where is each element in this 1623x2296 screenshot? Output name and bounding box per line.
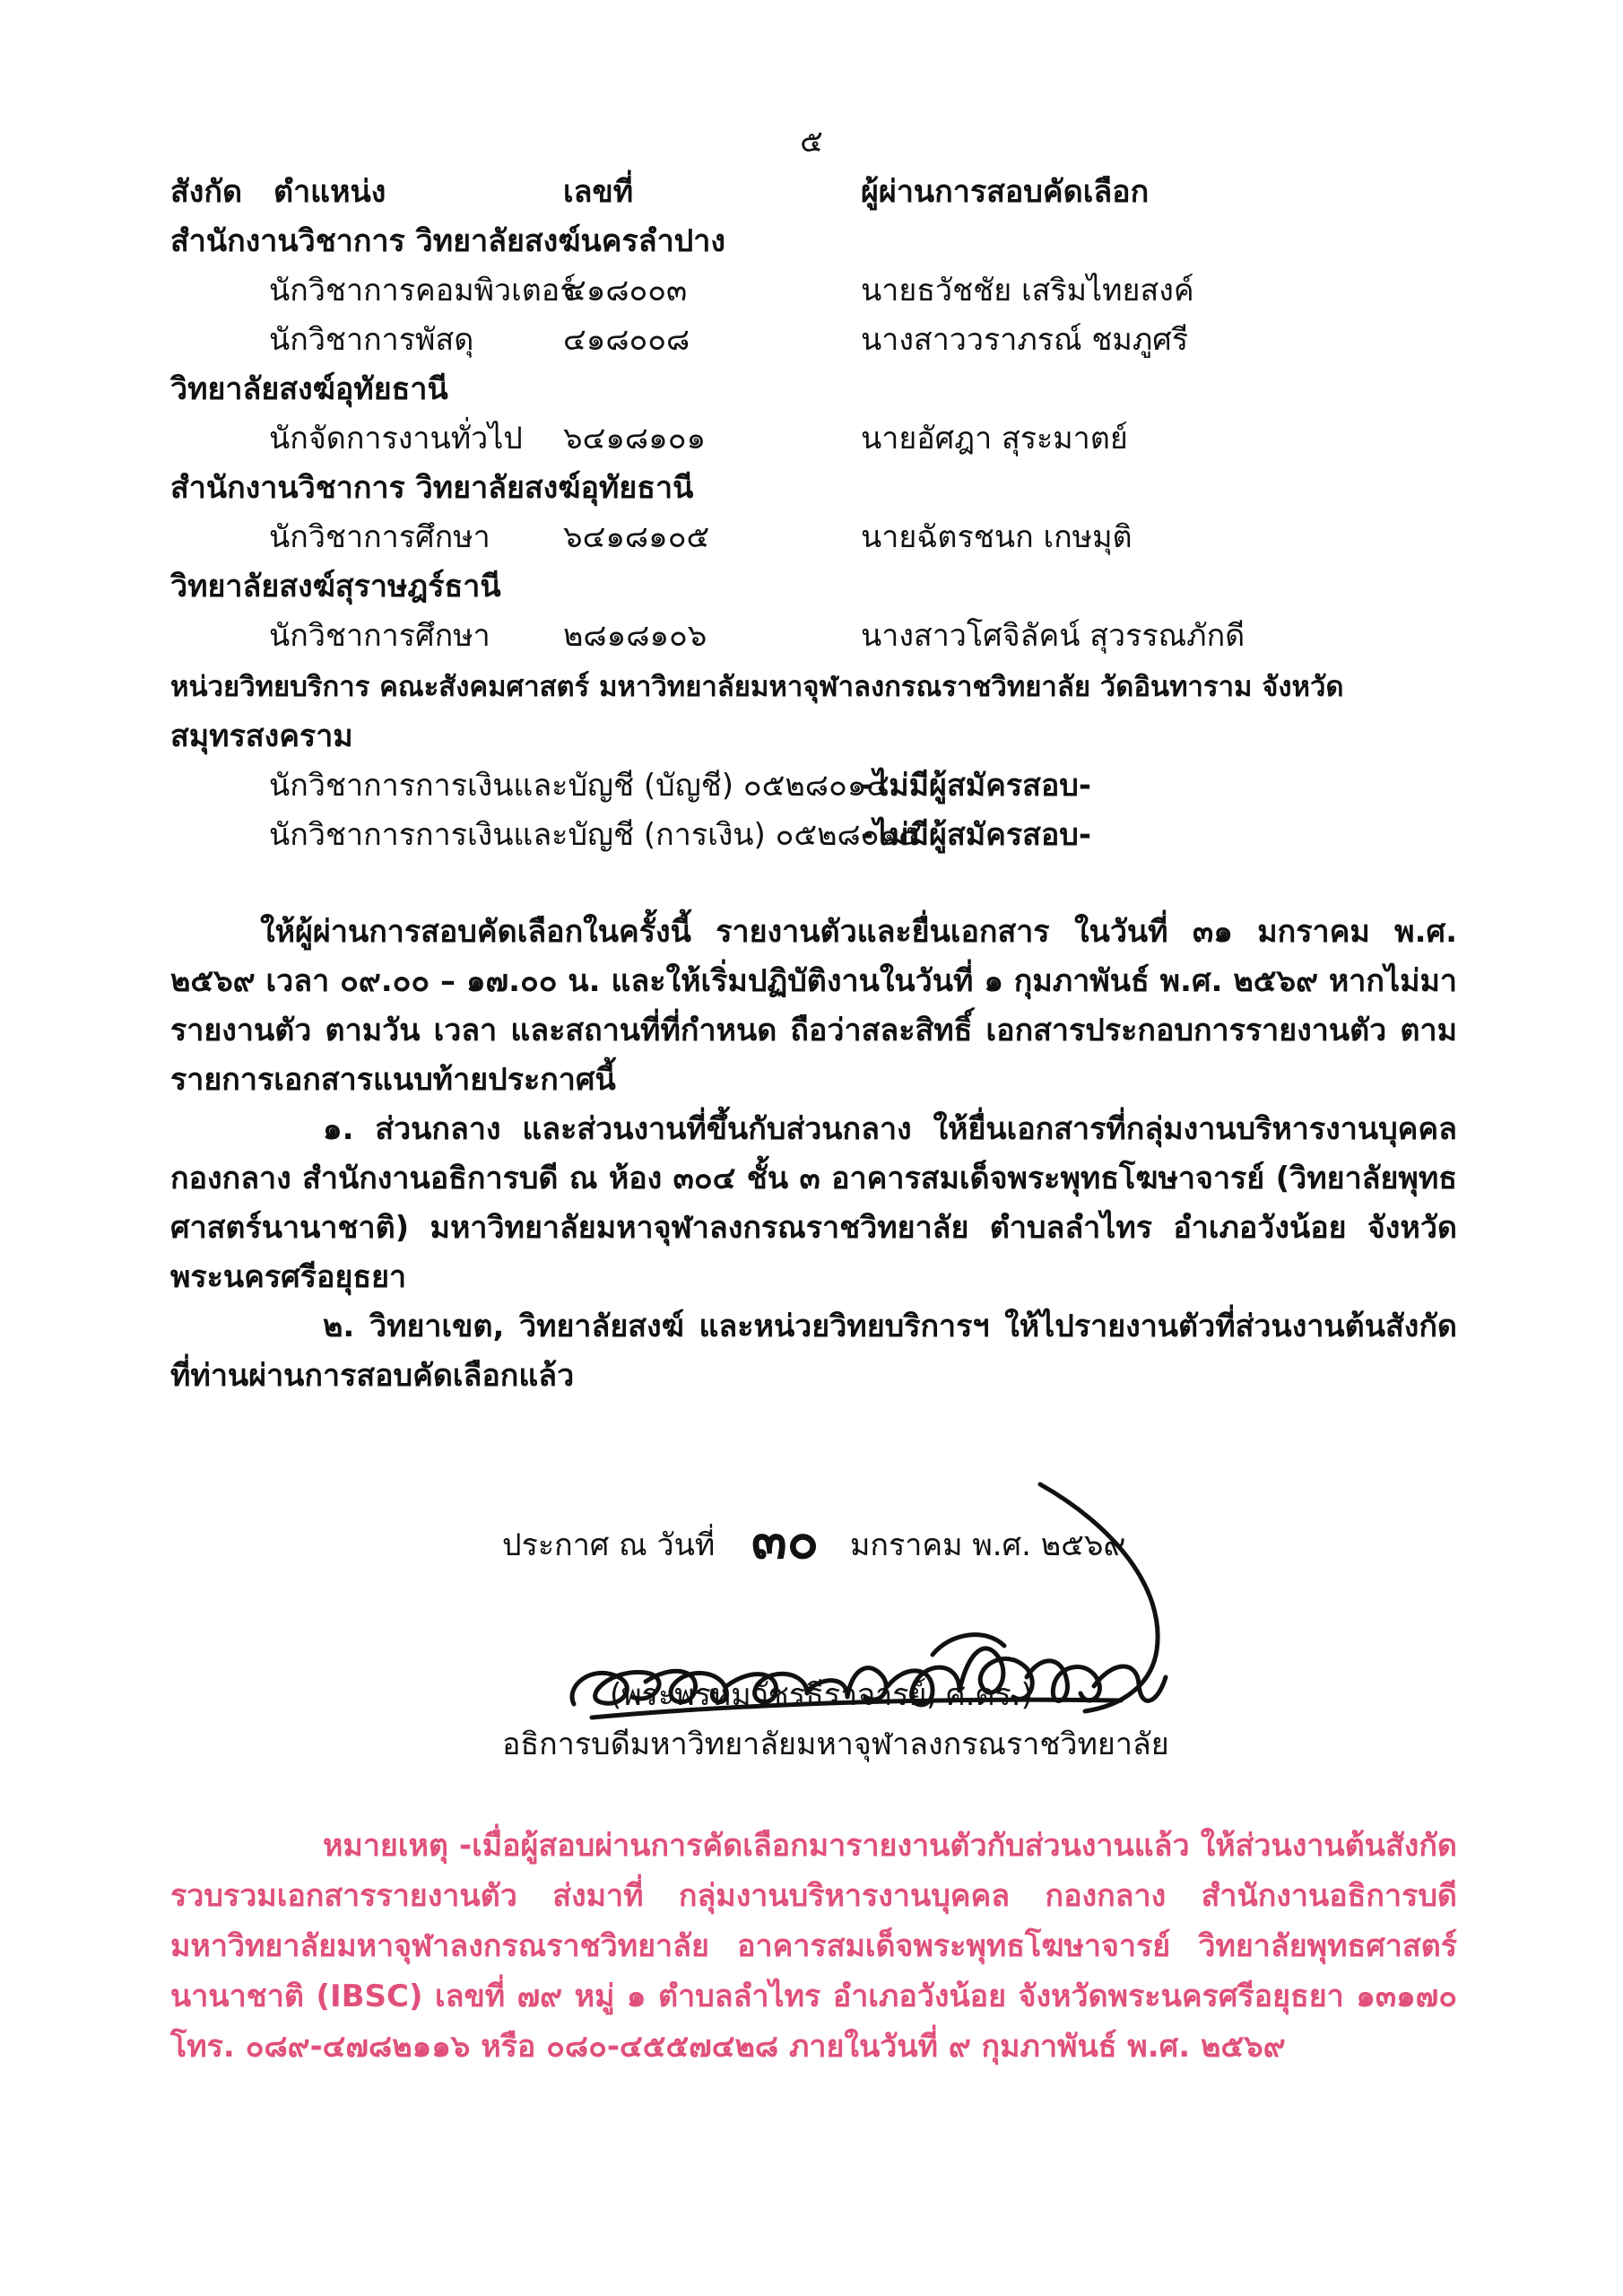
- unit-heading: วิทยาลัยสงฆ์สุราษฎร์ธานี: [170, 569, 501, 604]
- announce-suffix: มกราคม พ.ศ. ๒๕๖๙: [850, 1527, 1126, 1563]
- row-number: ๖๔๑๘๑๐๕: [563, 519, 710, 555]
- unit-heading-long: หน่วยวิทยบริการ คณะสังคมศาสตร์ มหาวิทยาลัยมหาจุฬาลงกรณราชวิทยาลัย วัดอินทาราม จังหวัด: [170, 671, 1344, 703]
- row-position: นักวิชาการศึกษา: [269, 519, 490, 555]
- page-number: ๕: [800, 124, 823, 160]
- row-name: นายอัศฎา สุระมาตย์: [861, 421, 1128, 457]
- announce-day: ๓๐: [751, 1509, 820, 1570]
- header-affiliation: สังกัด: [170, 174, 243, 210]
- unit-heading: สำนักงานวิชาการ วิทยาลัยสงฆ์อุทัยธานี: [170, 470, 694, 506]
- signer-name: (พระพรหมวัชรธีราจารย์, ศ.ดร.): [610, 1677, 1033, 1713]
- row-name: นางสาววราภรณ์ ชมภูศรี: [861, 322, 1189, 358]
- note-paragraph: หมายเหตุ -เมื่อผู้สอบผ่านการคัดเลือกมารายงานตัวกับส่วนงานแล้ว ให้ส่วนงานต้นสังกัดรวบรวมเอกสารรายงานตัว ส่งมาที่ กลุ่มงานบริหารงานบุคคล กองกลาง สำนักงานอธิการบดี มหาวิทยาลัยมหาจุฬาลงกรณราชวิทยาลัย อาคารสมเด็จพระพุทธโฆษาจารย์ วิทยาลัยพุทธศาสตร์นานาชาติ (IBSC) เลขที่ ๗๙ หมู่ ๑ ตำบลลำไทร อำเภอวังน้อย จังหวัดพระนครศรีอยุธยา ๑๓๑๗๐ โทร. ๐๘๙-๔๗๘๒๑๑๖ หรือ ๐๘๐-๔๕๕๗๔๒๘ ภายในวันที่ ๙ กุมภาพันธ์ พ.ศ. ๒๕๖๙: [170, 1828, 1457, 2065]
- body-paragraph-2: ๑. ส่วนกลาง และส่วนงานที่ขึ้นกับส่วนกลาง ให้ยื่นเอกสารที่กลุ่มงานบริหารงานบุคคล กองกลาง สำนักงานอธิการบดี ณ ห้อง ๓๐๔ ชั้น ๓ อาคารสมเด็จพระพุทธโฆษาจารย์ (วิทยาลัยพุทธศาสตร์นานาชาติ) มหาวิทยาลัยมหาจุฬาลงกรณราชวิทยาลัย ตำบลลำไทร อำเภอวังน้อย จังหวัดพระนครศรีอยุธยา: [170, 1111, 1457, 1295]
- row-position: นักวิชาการพัสดุ: [269, 322, 474, 358]
- row-position: นักวิชาการคอมพิวเตอร์: [269, 273, 577, 309]
- row-name: นายธวัชชัย เสริมไทยสงค์: [861, 273, 1194, 309]
- body-paragraph-3: ๒. วิทยาเขต, วิทยาลัยสงฆ์ และหน่วยวิทยบริการฯ ให้ไปรายงานตัวที่ส่วนงานต้นสังกัดที่ท่านผ่านการสอบคัดเลือกแล้ว: [170, 1309, 1457, 1394]
- row-number: ๔๑๘๐๐๓: [563, 273, 688, 309]
- unit-heading: วิทยาลัยสงฆ์อุทัยธานี: [170, 371, 448, 407]
- header-number: เลขที่: [563, 174, 634, 210]
- announce-prefix: ประกาศ ณ วันที่: [502, 1527, 716, 1563]
- row-number: ๔๑๘๐๐๘: [563, 322, 690, 358]
- header-position: ตำแหน่ง: [273, 174, 386, 210]
- unit-heading-long-cont: สมุทรสงคราม: [170, 718, 353, 754]
- unit-heading: สำนักงานวิชาการ วิทยาลัยสงฆ์นครลำปาง: [170, 223, 725, 259]
- signer-title: อธิการบดีมหาวิทยาลัยมหาจุฬาลงกรณราชวิทยาลัย: [502, 1726, 1169, 1762]
- row-position: นักจัดการงานทั่วไป: [269, 421, 523, 457]
- header-passed: ผู้ผ่านการสอบคัดเลือก: [861, 174, 1150, 210]
- row-position: นักวิชาการศึกษา: [269, 618, 490, 654]
- row-name: นายฉัตรชนก เกษมุติ: [861, 519, 1133, 555]
- body-paragraph-1: ให้ผู้ผ่านการสอบคัดเลือกในครั้งนี้ รายงานตัวและยื่นเอกสาร ในวันที่ ๓๑ มกราคม พ.ศ. ๒๕๖๙ เวลา ๐๙.๐๐ – ๑๗.๐๐ น. และให้เริ่มปฏิบัติงานในวันที่ ๑ กุมภาพันธ์ พ.ศ. ๒๕๖๙ หากไม่มารายงานตัว ตามวัน เวลา และสถานที่ที่กำหนด ถือว่าสละสิทธิ์ เอกสารประกอบการรายงานตัว ตามรายการเอกสารแนบท้ายประกาศนี้: [170, 914, 1457, 1098]
- row-status: -ไม่มีผู้สมัครสอบ-: [861, 817, 1091, 853]
- row-number: ๒๘๑๘๑๐๖: [563, 618, 707, 654]
- row-position-number: นักวิชาการการเงินและบัญชี (การเงิน) ๐๕๒๘๐๑๕: [269, 817, 922, 853]
- row-number: ๖๔๑๘๑๐๑: [563, 421, 707, 457]
- row-status: -ไม่มีผู้สมัครสอบ-: [861, 768, 1091, 804]
- row-name: นางสาวโศจิลัคน์ สุวรรณภักดี: [861, 618, 1245, 654]
- row-position-number: นักวิชาการการเงินและบัญชี (บัญชี) ๐๕๒๘๐๑๔: [269, 768, 890, 804]
